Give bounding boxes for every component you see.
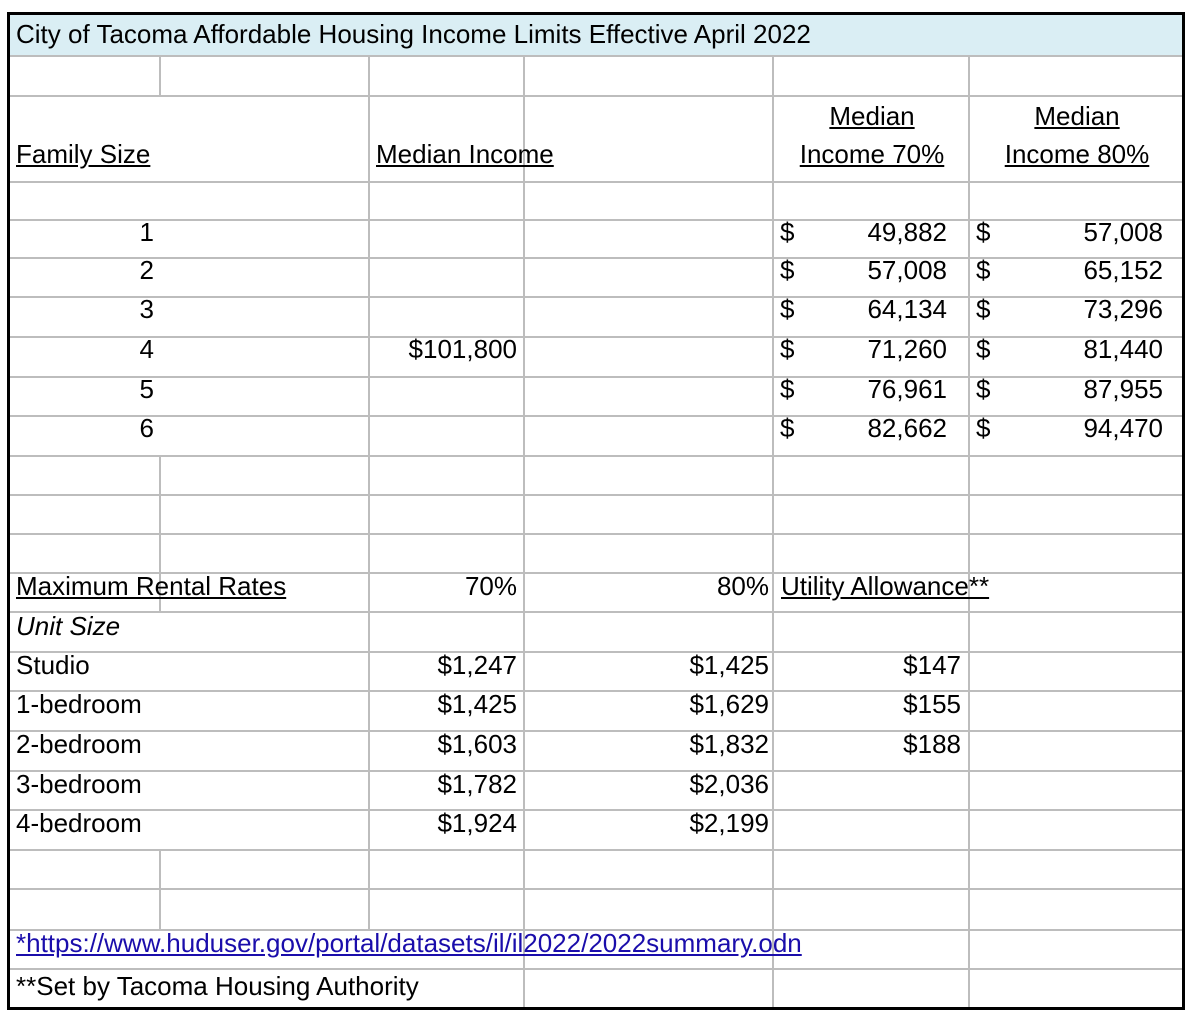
income-70-cell: 76,961: [867, 374, 947, 404]
rent-80-cell: $2,199: [689, 808, 769, 838]
sheet-title: City of Tacoma Affordable Housing Income Limits Effective April 2022: [16, 19, 811, 49]
header-median-70-line2: Income 70%: [799, 139, 945, 169]
currency-80-cell: $: [976, 413, 991, 443]
row-gridline: [10, 533, 1182, 535]
header-median-70-line1: Median: [829, 101, 915, 131]
unit-size-cell: 2-bedroom: [16, 729, 142, 759]
column-gridline: [159, 55, 161, 95]
rental-col-80: 80%: [716, 571, 769, 601]
row-gridline: [10, 376, 1182, 378]
rent-80-cell: $1,425: [689, 650, 769, 680]
row-gridline: [10, 968, 1182, 970]
column-gridline: [772, 55, 774, 1010]
row-gridline: [10, 257, 1182, 259]
rental-utility-header: Utility Allowance**: [781, 571, 990, 601]
rental-heading: Maximum Rental Rates: [16, 571, 287, 601]
family-size-cell: 4: [139, 334, 154, 364]
income-80-cell: 87,955: [1083, 374, 1163, 404]
currency-70-cell: $: [780, 374, 795, 404]
row-gridline: [10, 611, 1182, 613]
column-gridline: [968, 55, 970, 1010]
currency-70-cell: $: [780, 413, 795, 443]
rent-70-cell: $1,425: [437, 689, 517, 719]
income-70-cell: 49,882: [867, 217, 947, 247]
row-gridline: [10, 494, 1182, 496]
family-size-cell: 3: [139, 294, 154, 324]
rental-col-70: 70%: [464, 571, 517, 601]
row-gridline: [10, 415, 1182, 417]
income-70-cell: 64,134: [867, 294, 947, 324]
row-gridline: [10, 95, 1182, 97]
rent-70-cell: $1,782: [437, 769, 517, 799]
income-70-cell: 82,662: [867, 413, 947, 443]
row-gridline: [10, 296, 1182, 298]
income-80-cell: 81,440: [1083, 334, 1163, 364]
row-gridline: [10, 55, 1182, 57]
income-80-cell: 94,470: [1083, 413, 1163, 443]
currency-70-cell: $: [780, 334, 795, 364]
header-median-80-line1: Median: [1034, 101, 1120, 131]
unit-size-cell: 1-bedroom: [16, 689, 142, 719]
row-gridline: [10, 849, 1182, 851]
utility-allowance-cell: $147: [903, 650, 961, 680]
currency-70-cell: $: [780, 217, 795, 247]
income-70-cell: 57,008: [867, 255, 947, 285]
unit-size-cell: 4-bedroom: [16, 808, 142, 838]
column-gridline: [523, 55, 525, 968]
median-income-cell: $101,800: [408, 334, 517, 364]
family-size-cell: 5: [139, 374, 154, 404]
currency-70-cell: $: [780, 294, 795, 324]
utility-allowance-cell: $188: [903, 729, 961, 759]
rent-70-cell: $1,924: [437, 808, 517, 838]
currency-80-cell: $: [976, 374, 991, 404]
rent-70-cell: $1,247: [437, 650, 517, 680]
unit-size-label: Unit Size: [16, 611, 121, 641]
currency-70-cell: $: [780, 255, 795, 285]
currency-80-cell: $: [976, 334, 991, 364]
unit-size-cell: Studio: [16, 650, 90, 680]
currency-80-cell: $: [976, 255, 991, 285]
family-size-cell: 2: [139, 255, 154, 285]
family-size-cell: 1: [139, 217, 154, 247]
income-80-cell: 65,152: [1083, 255, 1163, 285]
header-median-income: Median Income: [376, 139, 554, 169]
column-gridline: [523, 968, 525, 1010]
income-70-cell: 71,260: [867, 334, 947, 364]
column-gridline: [368, 55, 370, 929]
row-gridline: [10, 888, 1182, 890]
row-gridline: [10, 336, 1182, 338]
unit-size-cell: 3-bedroom: [16, 769, 142, 799]
authority-footnote: **Set by Tacoma Housing Authority: [16, 971, 419, 1001]
rent-80-cell: $1,629: [689, 689, 769, 719]
rent-80-cell: $1,832: [689, 729, 769, 759]
currency-80-cell: $: [976, 294, 991, 324]
hud-source-link[interactable]: *https://www.huduser.gov/portal/datasets/il/il2022/2022summary.odn: [16, 928, 802, 958]
header-family-size: Family Size: [16, 139, 151, 169]
income-80-cell: 57,008: [1083, 217, 1163, 247]
header-median-80-line2: Income 80%: [1004, 139, 1150, 169]
rent-80-cell: $2,036: [689, 769, 769, 799]
family-size-cell: 6: [139, 413, 154, 443]
rent-70-cell: $1,603: [437, 729, 517, 759]
row-gridline: [10, 219, 1182, 221]
row-gridline: [10, 181, 1182, 183]
row-gridline: [10, 455, 1182, 457]
income-80-cell: 73,296: [1083, 294, 1163, 324]
spreadsheet: [7, 12, 1185, 1010]
column-gridline: [159, 849, 161, 929]
utility-allowance-cell: $155: [903, 689, 961, 719]
currency-80-cell: $: [976, 217, 991, 247]
